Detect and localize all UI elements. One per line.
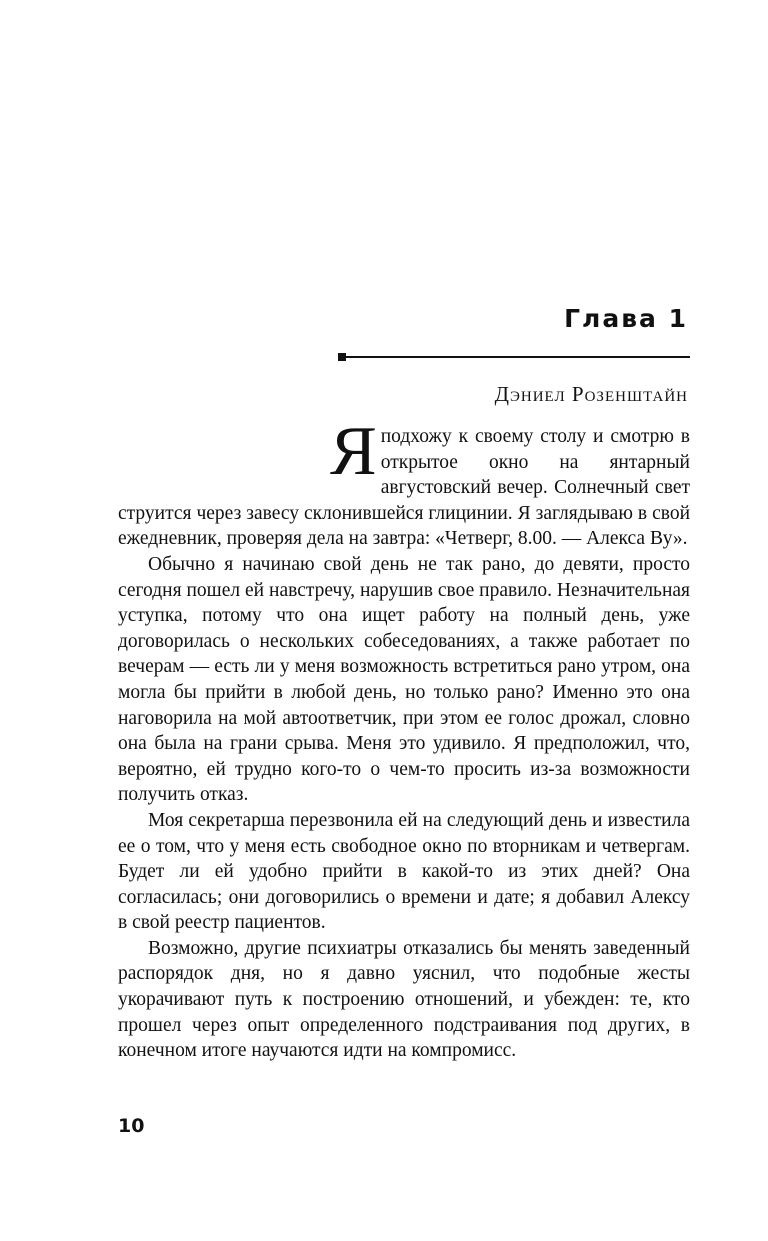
paragraph-4: Возможно, другие психиатры отказались бы менять заведенный распорядок дня, но я давно уяснил, что подобные жесты укорачивают путь к построению отношений, и убежден: те, кто прошел через опыт определенного подстраивания под других, в конечном итоге научаются идти на компромисс. bbox=[118, 937, 690, 1062]
drop-cap: Я bbox=[330, 413, 377, 490]
paragraph-3: Моя секретарша перезвонила ей на следующий день и известила ее о том, что у меня есть свободное окно по вторникам и четвергам. Будет ли ей удобно прийти в какой-то из этих дней? Она согласилась; они договорились о времени и дате; я добавил Алексу в свой реестр пациентов. bbox=[118, 809, 690, 934]
paragraph-1 bbox=[118, 413, 690, 552]
page-number: 10 bbox=[118, 1115, 145, 1137]
narrator-name: Дэниел Розенштайн bbox=[494, 382, 688, 406]
chapter-divider bbox=[338, 356, 690, 358]
paragraph-2: Обычно я начинаю свой день не так рано, до девяти, просто сегодня пошел ей навстречу, нарушив свое правило. Незначительная уступка, потому что она ищет работу на полный день, уже договорилась о нескольких собеседованиях, а также работает по вечерам — есть ли у меня возможность встретиться рано утром, она могла бы прийти в любой день, но только рано? Именно это она наговорила на мой автоответчик, при этом ее голос дрожал, словно она была на грани срыва. Меня это удивило. Я предположил, что, вероятно, ей трудно кого-то о чем-то просить из-за возможности получить отказ. bbox=[118, 553, 690, 806]
divider-square-icon bbox=[338, 353, 346, 361]
chapter-title: Глава 1 bbox=[564, 304, 688, 333]
body-text bbox=[118, 413, 690, 1064]
divider-line bbox=[346, 356, 690, 358]
paragraph-1-text: подхожу к своему столу и смотрю в открытое окно на янтарный августовский вечер. Солнечный свет струится через завесу склонившейся глицинии. Я заглядываю в свой ежедневник, проверяя дела на завтра: «Четверг, 8.00. — Алекса Ву». bbox=[118, 426, 690, 550]
